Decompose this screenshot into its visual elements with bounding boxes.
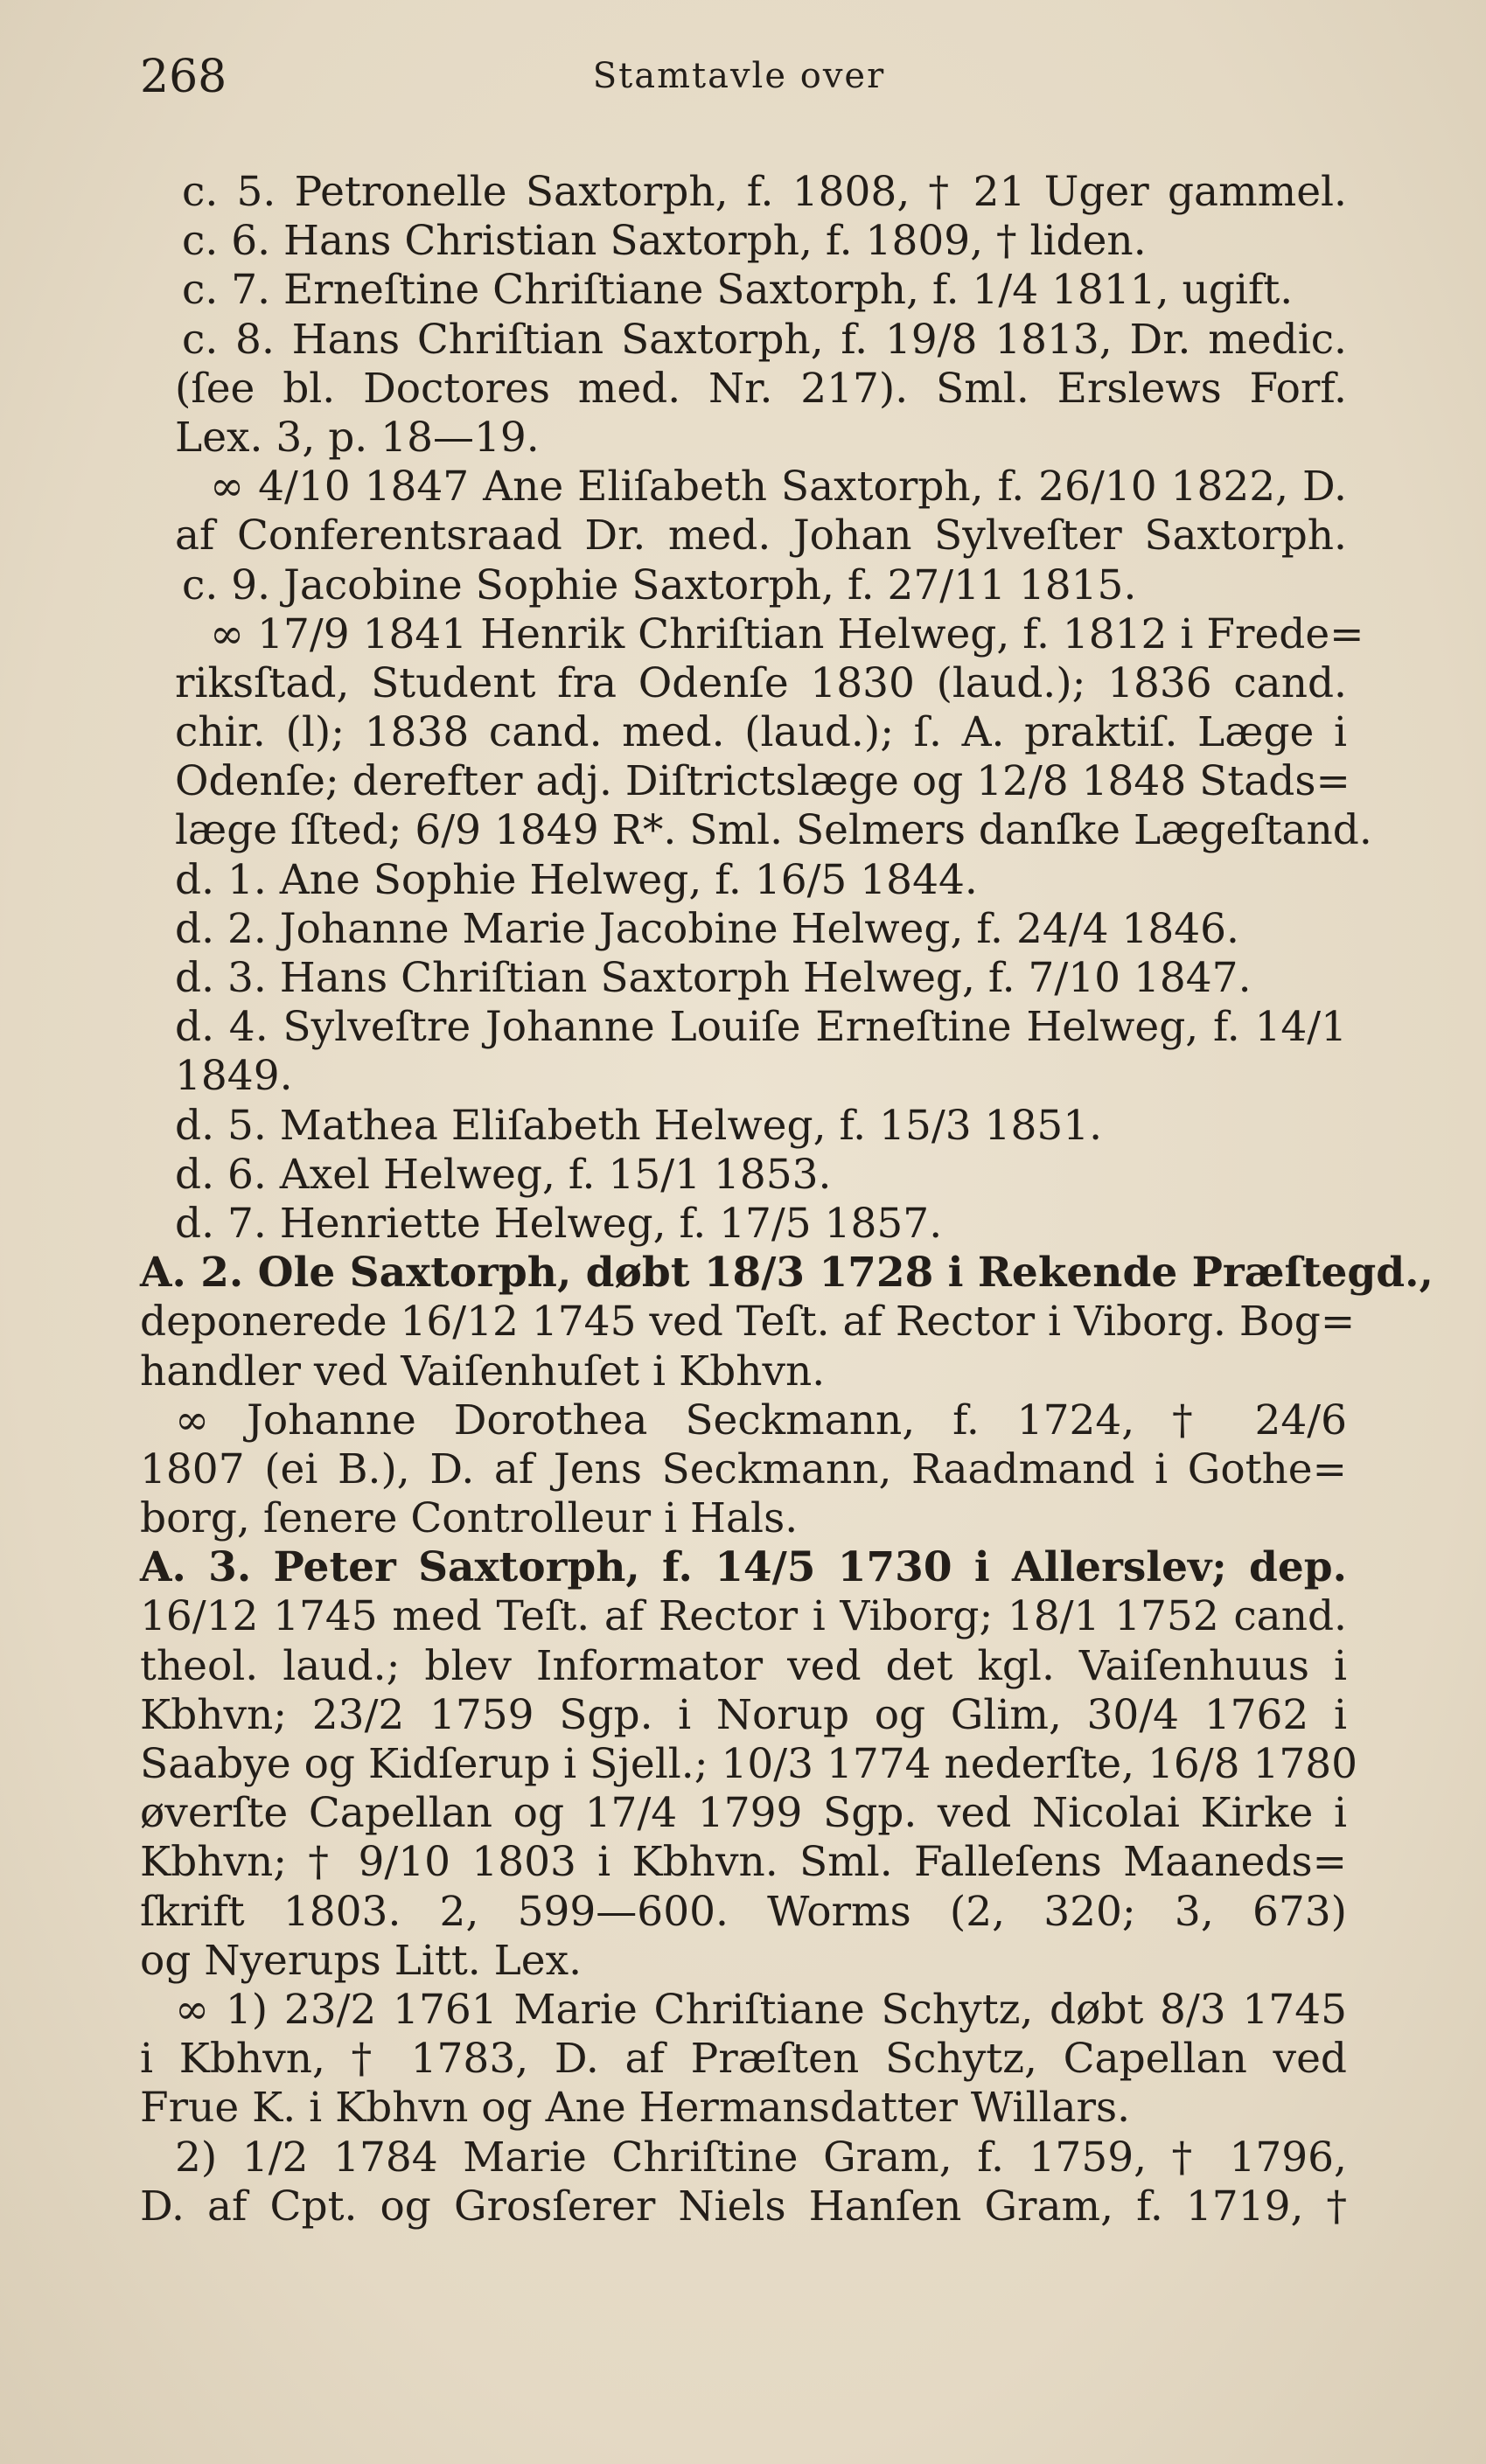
text-line: øverſte Capellan og 17/4 1799 Sgp. ved Nicolai Kirke i bbox=[140, 1789, 1347, 1838]
text-line: (ſee bl. Doctores med. Nr. 217). Sml. Erslews Forf. bbox=[175, 364, 1347, 413]
text-line: Lex. 3, p. 18—19. bbox=[175, 413, 540, 462]
text-line: D. af Cpt. og Grosſerer Niels Hanſen Gram, f. 1719, † bbox=[140, 2182, 1347, 2231]
text-line: d. 5. Mathea Eliſabeth Helweg, f. 15/3 1851. bbox=[175, 1101, 1103, 1150]
text-line: 1849. bbox=[175, 1052, 293, 1101]
text-line: ſkrift 1803. 2, 599—600. Worms (2, 320; 3, 673) bbox=[140, 1887, 1347, 1936]
text-line: deponerede 16/12 1745 ved Teſt. af Rector i Viborg. Bog= bbox=[140, 1298, 1356, 1347]
running-title: Stamtavle over bbox=[592, 56, 886, 96]
text-line-heading: A. 3. Peter Saxtorph, f. 14/5 1730 i Allerslev; dep. bbox=[140, 1543, 1347, 1592]
text-line: d. 7. Henriette Helweg, f. 17/5 1857. bbox=[175, 1199, 943, 1248]
text-line: d. 3. Hans Chriſtian Saxtorph Helweg, f. 7/10 1847. bbox=[175, 954, 1252, 1002]
text-line: c. 9. Jacobine Sophie Saxtorph, f. 27/11 1815. bbox=[182, 560, 1137, 609]
text-line: Frue K. i Kbhvn og Ane Hermansdatter Willars. bbox=[140, 2084, 1131, 2133]
text-line: 1807 (ei B.), D. af Jens Seckmann, Raadmand i Gothe= bbox=[140, 1444, 1347, 1493]
page-header bbox=[140, 51, 1338, 112]
text-line: d. 4. Sylveſtre Johanne Louiſe Erneſtine Helweg, f. 14/1 bbox=[175, 1003, 1347, 1052]
text-line: c. 7. Erneſtine Chriſtiane Saxtorph, f. 1/4 1811, ugift. bbox=[182, 266, 1294, 315]
text-line: af Conferentsraad Dr. med. Johan Sylveſter Saxtorph. bbox=[175, 512, 1347, 560]
text-line: c. 8. Hans Chriſtian Saxtorph, f. 19/8 1813, Dr. medic. bbox=[182, 315, 1347, 364]
text-line: ∞ 4/10 1847 Ane Eliſabeth Saxtorph, f. 26/10 1822, D. bbox=[210, 463, 1347, 512]
text-line: Kbhvn; † 9/10 1803 i Kbhvn. Sml. Falleſens Maaneds= bbox=[140, 1838, 1347, 1887]
text-line: ∞ Johanne Dorothea Seckmann, f. 1724, † 24/6 bbox=[175, 1396, 1347, 1444]
text-line: læge ſſted; 6/9 1849 R*. Sml. Selmers danſke Lægeſtand. bbox=[175, 806, 1372, 855]
text-line: riksſtad, Student fra Odenſe 1830 (laud.); 1836 cand. bbox=[175, 658, 1347, 707]
text-line: d. 1. Ane Sophie Helweg, f. 16/5 1844. bbox=[175, 855, 978, 904]
text-line: c. 6. Hans Christian Saxtorph, f. 1809, † liden. bbox=[182, 217, 1147, 266]
text-line: i Kbhvn, † 1783, D. af Præſten Schytz, Capellan ved bbox=[140, 2035, 1347, 2084]
text-line: Saabye og Kidſerup i Sjell.; 10/3 1774 nederſte, 16/8 1780 bbox=[140, 1740, 1358, 1788]
text-line: og Nyerups Litt. Lex. bbox=[140, 1936, 583, 1985]
page-number: 268 bbox=[140, 51, 227, 103]
text-line: handler ved Vaiſenhuſet i Kbhvn. bbox=[140, 1347, 826, 1396]
text-line: Kbhvn; 23/2 1759 Sgp. i Norup og Glim, 30/4 1762 i bbox=[140, 1690, 1347, 1739]
text-line: Odenſe; derefter adj. Diſtrictslæge og 12/8 1848 Stads= bbox=[175, 757, 1350, 806]
text-line: c. 5. Petronelle Saxtorph, f. 1808, † 21 Uger gammel. bbox=[182, 168, 1347, 216]
text-line: d. 6. Axel Helweg, f. 15/1 1853. bbox=[175, 1150, 832, 1199]
text-line: chir. (l); 1838 cand. med. (laud.); ſ. A. praktiſ. Læge i bbox=[175, 708, 1347, 757]
text-line: 2) 1/2 1784 Marie Chriſtine Gram, f. 1759, † 1796, bbox=[175, 2133, 1347, 2182]
text-line: 16/12 1745 med Teſt. af Rector i Viborg; 18/1 1752 cand. bbox=[140, 1592, 1347, 1641]
genealogy-text bbox=[140, 168, 1434, 2231]
text-line: borg, ſenere Controlleur i Hals. bbox=[140, 1494, 799, 1543]
text-line: ∞ 1) 23/2 1761 Marie Chriſtiane Schytz, døbt 8/3 1745 bbox=[175, 1985, 1347, 2034]
text-line: theol. laud.; blev Informator ved det kgl. Vaiſenhuus i bbox=[140, 1641, 1347, 1690]
text-line: d. 2. Johanne Marie Jacobine Helweg, f. 24/4 1846. bbox=[175, 904, 1239, 953]
text-line-heading: A. 2. Ole Saxtorph, døbt 18/3 1728 i Rekende Præſtegd., bbox=[140, 1249, 1434, 1298]
text-line: ∞ 17/9 1841 Henrik Chriſtian Helweg, f. 1812 i Frede= bbox=[210, 609, 1364, 658]
